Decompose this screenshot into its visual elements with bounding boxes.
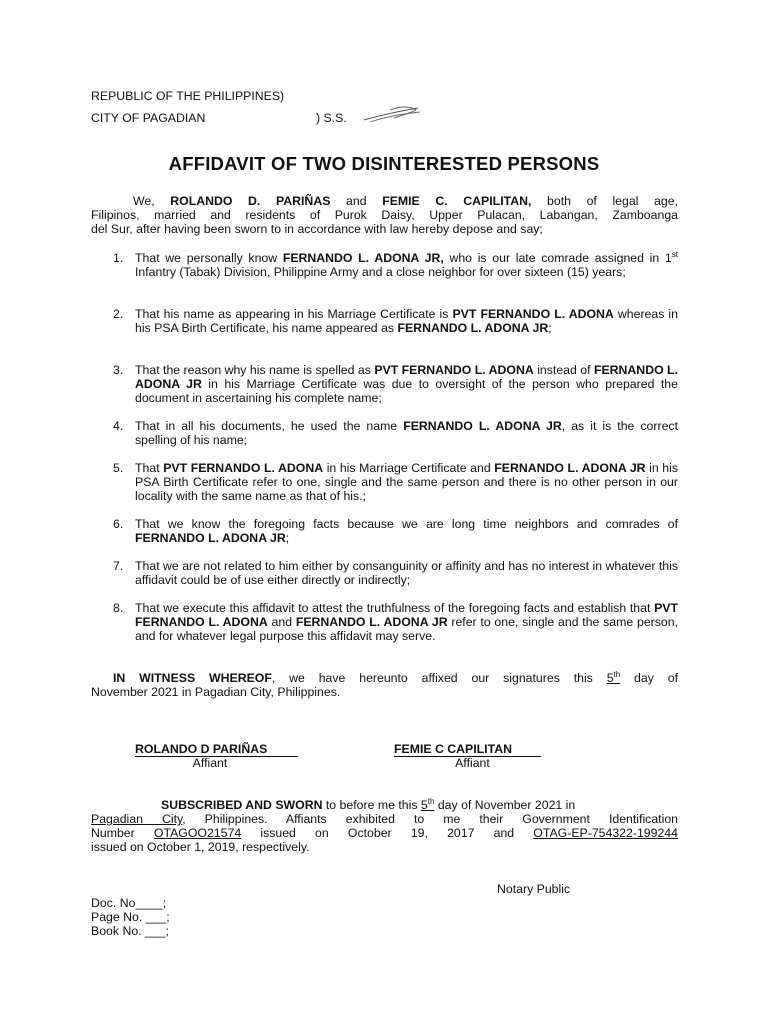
- city-line: CITY OF PAGADIAN: [91, 111, 206, 125]
- list-item: 2. That his name as appearing in his Marriage Certificate is PVT FERNANDO L. ADONA whereas in his PSA Birth Certificate, his name appeared as FERNANDO L. ADONA JR;: [113, 307, 679, 335]
- page-number: Page No. ___;: [91, 910, 170, 924]
- witness-line-1: IN WITNESS WHEREOF, we have hereunto affixed our signatures this 5th day of: [113, 670, 678, 685]
- list-item: 1. That we personally know FERNANDO L. ADONA JR, who is our late comrade assigned in 1st Infantry (Tabak) Division, Philippine Army and a close neighbor for over sixteen (15) years;: [113, 250, 678, 279]
- list-item: 7. That we are not related to him either by consanguinity or affinity and has no interest in whatever this affidavit could be of use either directly or indirectly;: [113, 559, 678, 587]
- ss-marker: ) S.S.: [316, 111, 347, 125]
- jurat-line-3: Number OTAGOO21574 issued on October 19, 2017 and OTAG-EP-754322-199244: [91, 826, 678, 840]
- initial-scribble: [360, 104, 424, 126]
- witness-line-2: November 2021 in Pagadian City, Philippines.: [91, 685, 341, 699]
- signatory-2-name: FEMIE C CAPILITAN: [394, 742, 512, 756]
- book-number: Book No. ___;: [91, 924, 169, 938]
- signatory-2-role: Affiant: [455, 756, 490, 770]
- list-item: 5. That PVT FERNANDO L. ADONA in his Marriage Certificate and FERNANDO L. ADONA JR in his PSA Birth Certificate refer to one, single and the same person and there is no other person in our locality with the same name as that of his.;: [113, 461, 679, 503]
- list-item: 3. That the reason why his name is spelled as PVT FERNANDO L. ADONA instead of FERNANDO L. ADONA JR in his Marriage Certificate was due to oversight of the person who prepared the document in ascertaining his complete name;: [113, 363, 678, 405]
- jurat-line-2: Pagadian City, Philippines. Affiants exhibited to me their Government Identification: [91, 812, 678, 826]
- list-item: 6. That we know the foregoing facts because we are long time neighbors and comrades of FERNANDO L. ADONA JR;: [113, 517, 678, 545]
- intro-line-3: del Sur, after having been sworn to in accordance with law hereby depose and say;: [91, 222, 543, 236]
- republic-line: REPUBLIC OF THE PHILIPPINES): [91, 89, 285, 103]
- intro-line-2: Filipinos, married and residents of Purok Daisy, Upper Pulacan, Labangan, Zamboanga: [91, 208, 678, 222]
- list-item: 8. That we execute this affidavit to attest the truthfulness of the foregoing facts and establish that PVT FERNANDO L. ADONA and FERNANDO L. ADONA JR refer to one, single and the same person, and for whatever legal purpose this affidavit may serve.: [113, 601, 678, 643]
- jurat-line-1: SUBSCRIBED AND SWORN to before me this 5th day of November 2021 in: [161, 797, 576, 812]
- doc-number: Doc. No____;: [91, 896, 167, 910]
- notary-public-label: Notary Public: [497, 882, 571, 896]
- signatory-1-role: Affiant: [192, 756, 228, 770]
- signatory-1-name: ROLANDO D PARIÑAS: [135, 742, 268, 756]
- list-item: 4. That in all his documents, he used the name FERNANDO L. ADONA JR, as it is the correct spelling of his name;: [113, 419, 678, 447]
- jurat-line-4: issued on October 1, 2019, respectively.: [91, 840, 310, 854]
- intro-line-1: We, ROLANDO D. PARIÑAS and FEMIE C. CAPILITAN, both of legal age,: [133, 194, 678, 208]
- document-title: AFFIDAVIT OF TWO DISINTERESTED PERSONS: [168, 153, 600, 174]
